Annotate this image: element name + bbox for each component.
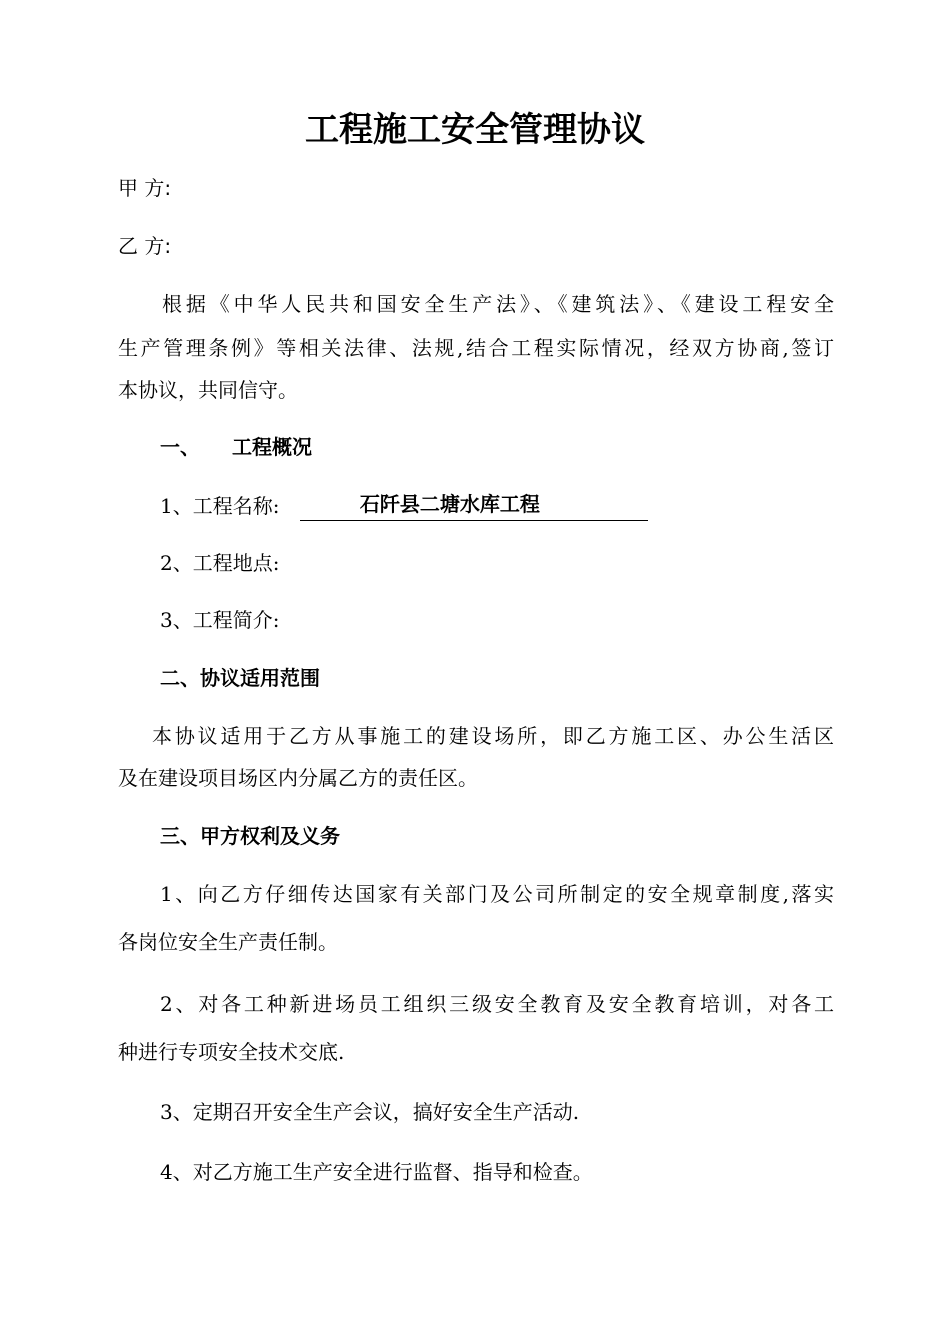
project-name-label: 1、工程名称: bbox=[160, 494, 280, 518]
section2-body-line-2: 及在建设项目场区内分属乙方的责任区。 bbox=[118, 766, 478, 790]
section3-item2-line-2: 种进行专项安全技术交底. bbox=[118, 1040, 345, 1064]
project-name-underline bbox=[300, 492, 648, 521]
project-name-row bbox=[160, 492, 648, 521]
section1-heading-num: 一、 bbox=[160, 435, 200, 459]
section1-heading bbox=[160, 433, 312, 461]
intro-line-2: 生产管理条例》等相关法律、法规,结合工程实际情况，经双方协商,签订 bbox=[118, 336, 834, 360]
project-location-label: 2、工程地点: bbox=[160, 551, 280, 575]
section2-heading: 二、协议适用范围 bbox=[160, 666, 320, 690]
section3-item3: 3、定期召开安全生产会议，搞好安全生产活动. bbox=[160, 1100, 580, 1124]
intro-line-3: 本协议，共同信守。 bbox=[118, 378, 298, 402]
section3-item2-line-1: 2、对各工种新进场员工组织三级安全教育及安全教育培训，对各工 bbox=[160, 992, 834, 1016]
section3-item1-line-1: 1、向乙方仔细传达国家有关部门及公司所制定的安全规章制度,落实 bbox=[160, 882, 834, 906]
project-name-value: 石阡县二塘水库工程 bbox=[359, 492, 540, 516]
section3-heading: 三、甲方权利及义务 bbox=[160, 824, 340, 848]
party-b-label: 乙 方: bbox=[118, 234, 172, 258]
section2-body-line-1: 本协议适用于乙方从事施工的建设场所，即乙方施工区、办公生活区 bbox=[152, 724, 834, 748]
project-intro-label: 3、工程简介: bbox=[160, 608, 280, 632]
intro-line-1: 根据《中华人民共和国安全生产法》、《建筑法》、《建设工程安全 bbox=[162, 292, 834, 316]
document-title: 工程施工安全管理协议 bbox=[305, 110, 645, 150]
section3-item1-line-2: 各岗位安全生产责任制。 bbox=[118, 930, 338, 954]
section3-item4: 4、对乙方施工生产安全进行监督、指导和检查。 bbox=[160, 1160, 593, 1184]
section1-heading-text: 工程概况 bbox=[232, 435, 312, 459]
party-a-label: 甲 方: bbox=[118, 176, 172, 200]
